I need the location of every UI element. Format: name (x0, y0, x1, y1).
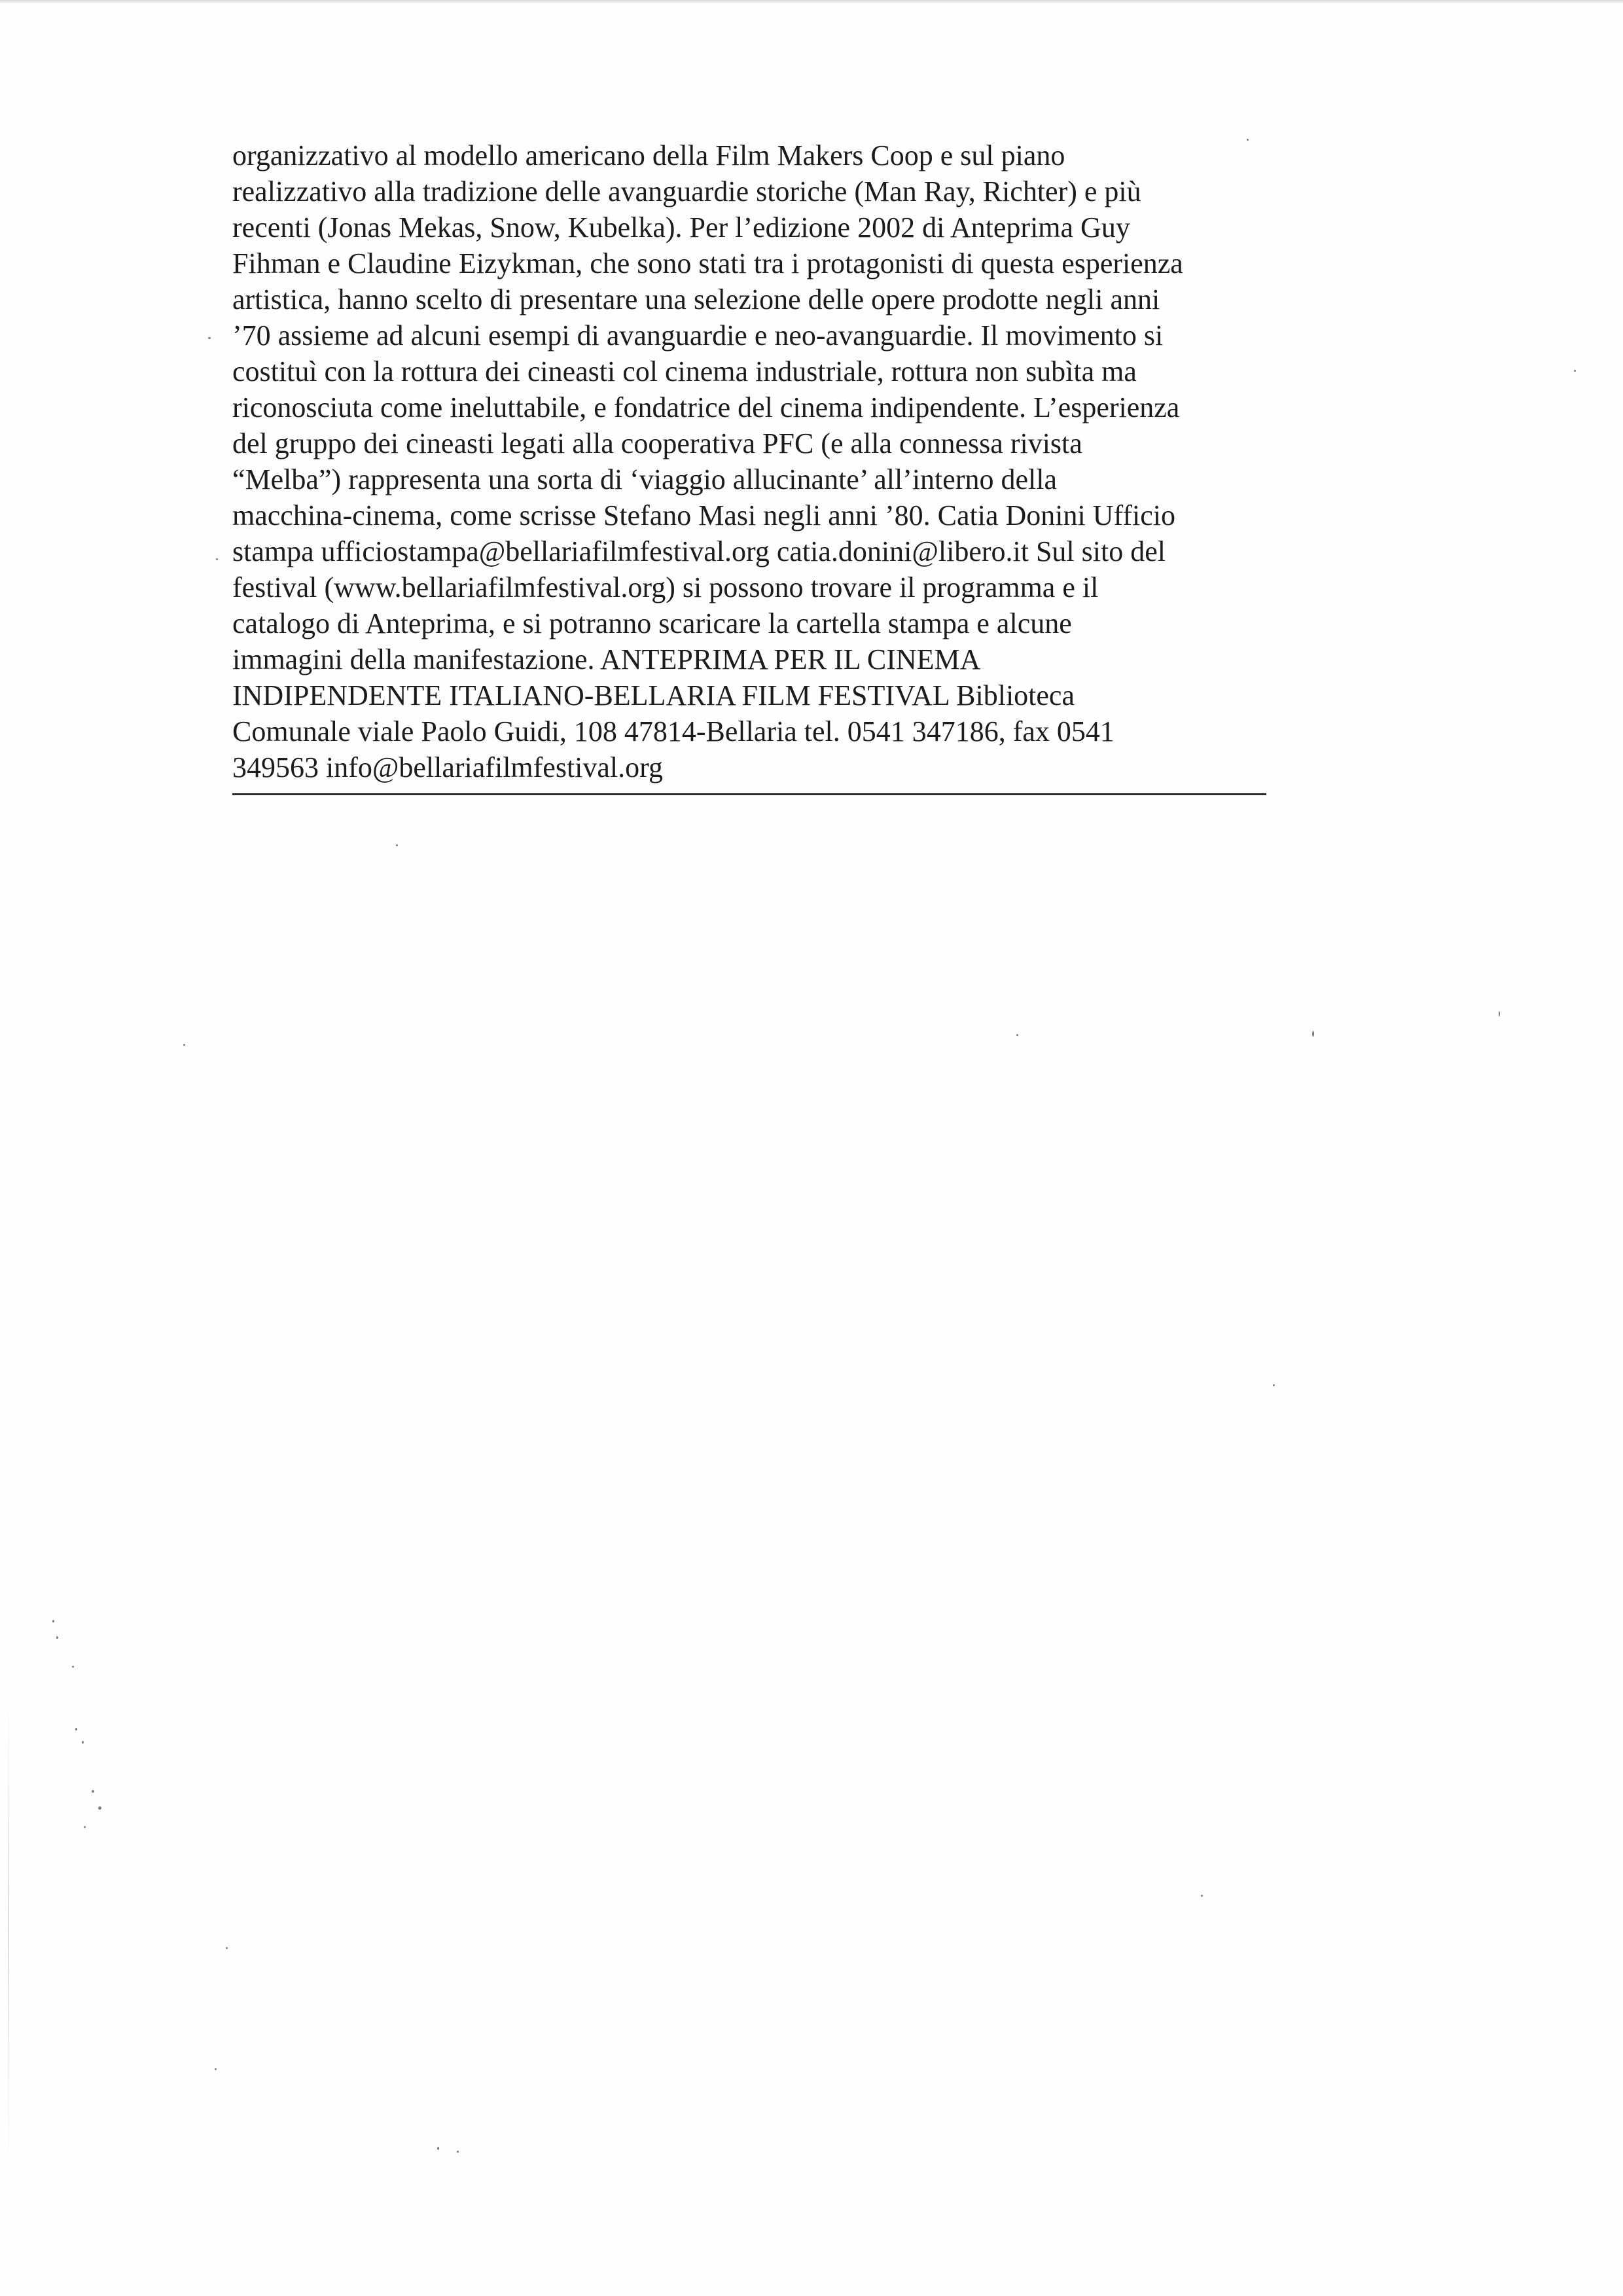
text-line: immagini della manifestazione. ANTEPRIMA PER IL CINEMA (232, 643, 981, 675)
scan-speck (82, 1741, 84, 1744)
scan-speck (208, 337, 211, 339)
scan-speck (1499, 1011, 1500, 1016)
text-line: 349563 info@bellariafilmfestival.org (232, 751, 664, 783)
text-line: realizzativo alla tradizione delle avanguardie storiche (Man Ray, Richter) e più (232, 175, 1141, 207)
scan-top-edge (0, 0, 1623, 4)
scan-speck (1312, 1031, 1314, 1037)
scan-speck (84, 1826, 86, 1828)
scan-speck (396, 844, 398, 846)
text-line: organizzativo al modello americano della Film Makers Coop e sul piano (232, 139, 1065, 171)
scan-speck (92, 1790, 94, 1793)
scan-speck (215, 2068, 217, 2070)
scan-speck (72, 1666, 74, 1668)
text-line: Fihman e Claudine Eizykman, che sono stati tra i protagonisti di questa esperienza (232, 247, 1183, 279)
scan-left-edge (8, 1702, 9, 2160)
scan-speck (1273, 1384, 1275, 1386)
scan-speck (1247, 139, 1249, 141)
text-line: macchina-cinema, come scrisse Stefano Masi negli anni ’80. Catia Donini Ufficio (232, 499, 1175, 531)
horizontal-rule (232, 793, 1266, 795)
text-line: riconosciuta come ineluttabile, e fondatrice del cinema indipendente. L’esperienza (232, 391, 1180, 423)
text-line: “Melba”) rappresenta una sorta di ‘viaggio allucinante’ all’interno della (232, 463, 1057, 495)
text-line: ’70 assieme ad alcuni esempi di avanguardie e neo-avanguardie. Il movimento si (232, 319, 1164, 351)
text-line: INDIPENDENTE ITALIANO-BELLARIA FILM FESTIVAL Biblioteca (232, 679, 1075, 711)
scan-speck (216, 558, 218, 560)
scan-speck (75, 1728, 77, 1731)
scan-speck (1201, 1895, 1203, 1897)
scan-speck (457, 2151, 459, 2153)
scan-speck (98, 1806, 101, 1810)
scan-speck (226, 1947, 228, 1949)
text-line: stampa ufficiostampa@bellariafilmfestival.org catia.donini@libero.it Sul sito del (232, 535, 1166, 567)
text-line: festival (www.bellariafilmfestival.org) si possono trovare il programma e il (232, 571, 1099, 603)
text-line: costituì con la rottura dei cineasti col cinema industriale, rottura non subìta ma (232, 355, 1137, 387)
text-line: artistica, hanno scelto di presentare una selezione delle opere prodotte negli anni (232, 283, 1160, 315)
text-line: Comunale viale Paolo Guidi, 108 47814-Bellaria tel. 0541 347186, fax 0541 (232, 715, 1115, 747)
text-line: recenti (Jonas Mekas, Snow, Kubelka). Per l’edizione 2002 di Anteprima Guy (232, 211, 1130, 243)
scan-speck (52, 1620, 54, 1623)
text-line: del gruppo dei cineasti legati alla cooperativa PFC (e alla connessa rivista (232, 427, 1082, 459)
press-release-text (232, 137, 1279, 785)
scan-speck (437, 2147, 439, 2150)
text-line: catalogo di Anteprima, e si potranno scaricare la cartella stampa e alcune (232, 607, 1072, 639)
scan-speck (56, 1636, 58, 1639)
scan-speck (1016, 1034, 1018, 1036)
scan-speck (1574, 370, 1576, 372)
scan-speck (183, 1044, 185, 1046)
